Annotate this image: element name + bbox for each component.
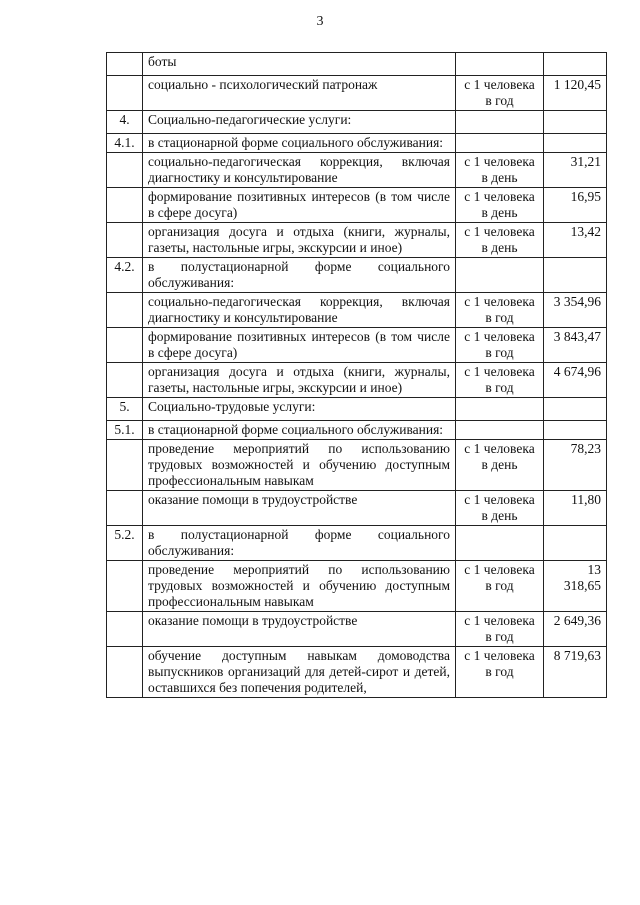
unit-cell: [456, 258, 544, 293]
price-cell: [544, 111, 607, 134]
unit-cell: с 1 человека в день: [456, 440, 544, 491]
service-name: проведение мероприятий по использованию трудовых возможностей и обучению доступным профессиональным навыкам: [143, 440, 456, 491]
row-number: [107, 293, 143, 328]
unit-cell: с 1 человека в год: [456, 76, 544, 111]
page-number: 3: [316, 14, 324, 29]
price-cell: 16,95: [544, 188, 607, 223]
service-name: социально - психологический патронаж: [143, 76, 456, 111]
row-number: 5.2.: [107, 526, 143, 561]
service-name: организация досуга и отдыха (книги, журналы, газеты, настольные игры, экскурсии и иное): [143, 223, 456, 258]
service-name: в полустационарной форме социального обслуживания:: [143, 526, 456, 561]
table-row: [107, 421, 607, 440]
unit-cell: [456, 398, 544, 421]
table-row: [107, 53, 607, 76]
table-row: [107, 188, 607, 223]
price-cell: 11,80: [544, 491, 607, 526]
price-cell: 3 843,47: [544, 328, 607, 363]
row-number: [107, 153, 143, 188]
service-name: обучение доступным навыкам домоводства выпускников организаций для детей-сирот и детей, оставшихся без попечения родителей,: [143, 647, 456, 698]
price-cell: 1 120,45: [544, 76, 607, 111]
price-cell: 31,21: [544, 153, 607, 188]
unit-cell: [456, 526, 544, 561]
service-name: оказание помощи в трудоустройстве: [143, 491, 456, 526]
price-cell: [544, 398, 607, 421]
unit-cell: [456, 134, 544, 153]
unit-cell: с 1 человека в день: [456, 188, 544, 223]
price-cell: 4 674,96: [544, 363, 607, 398]
price-cell: [544, 134, 607, 153]
service-name: Социально-педагогические услуги:: [143, 111, 456, 134]
table-row: [107, 111, 607, 134]
service-name: в стационарной форме социального обслуживания:: [143, 134, 456, 153]
service-name: социально-педагогическая коррекция, включая диагностику и консультирование: [143, 153, 456, 188]
row-number: [107, 491, 143, 526]
tariff-table-body: [107, 53, 607, 698]
service-name: проведение мероприятий по использованию трудовых возможностей и обучению доступным профессиональным навыкам: [143, 561, 456, 612]
table-row: [107, 526, 607, 561]
table-row: [107, 398, 607, 421]
table-row: [107, 561, 607, 612]
price-cell: 78,23: [544, 440, 607, 491]
table-row: [107, 612, 607, 647]
row-number: [107, 647, 143, 698]
table-row: [107, 293, 607, 328]
price-cell: 13,42: [544, 223, 607, 258]
unit-cell: с 1 человека в день: [456, 223, 544, 258]
unit-cell: с 1 человека в год: [456, 647, 544, 698]
row-number: 5.: [107, 398, 143, 421]
row-number: [107, 363, 143, 398]
service-name: формирование позитивных интересов (в том числе в сфере досуга): [143, 188, 456, 223]
service-name: формирование позитивных интересов (в том числе в сфере досуга): [143, 328, 456, 363]
table-row: [107, 328, 607, 363]
table-row: [107, 76, 607, 111]
unit-cell: [456, 53, 544, 76]
row-number: [107, 53, 143, 76]
tariff-table: [106, 52, 607, 698]
price-cell: [544, 421, 607, 440]
unit-cell: с 1 человека в день: [456, 491, 544, 526]
row-number: [107, 188, 143, 223]
unit-cell: [456, 111, 544, 134]
service-name: организация досуга и отдыха (книги, журналы, газеты, настольные игры, экскурсии и иное): [143, 363, 456, 398]
row-number: [107, 328, 143, 363]
price-cell: [544, 258, 607, 293]
unit-cell: с 1 человека в год: [456, 561, 544, 612]
service-name: социально-педагогическая коррекция, включая диагностику и консультирование: [143, 293, 456, 328]
service-name: оказание помощи в трудоустройстве: [143, 612, 456, 647]
price-cell: [544, 53, 607, 76]
price-cell: [544, 526, 607, 561]
row-number: 4.: [107, 111, 143, 134]
service-name: Социально-трудовые услуги:: [143, 398, 456, 421]
table-row: [107, 153, 607, 188]
row-number: [107, 76, 143, 111]
unit-cell: с 1 человека в год: [456, 612, 544, 647]
unit-cell: с 1 человека в год: [456, 328, 544, 363]
price-cell: 2 649,36: [544, 612, 607, 647]
service-name: в полустационарной форме социального обслуживания:: [143, 258, 456, 293]
table-row: [107, 134, 607, 153]
unit-cell: с 1 человека в день: [456, 153, 544, 188]
table-row: [107, 440, 607, 491]
price-cell: 13 318,65: [544, 561, 607, 612]
unit-cell: с 1 человека в год: [456, 363, 544, 398]
table-row: [107, 647, 607, 698]
row-number: [107, 612, 143, 647]
row-number: [107, 223, 143, 258]
service-name: боты: [143, 53, 456, 76]
table-row: [107, 258, 607, 293]
unit-cell: [456, 421, 544, 440]
unit-cell: с 1 человека в год: [456, 293, 544, 328]
price-cell: 8 719,63: [544, 647, 607, 698]
row-number: 5.1.: [107, 421, 143, 440]
row-number: [107, 561, 143, 612]
table-row: [107, 363, 607, 398]
row-number: 4.1.: [107, 134, 143, 153]
row-number: 4.2.: [107, 258, 143, 293]
row-number: [107, 440, 143, 491]
price-cell: 3 354,96: [544, 293, 607, 328]
table-row: [107, 491, 607, 526]
service-name: в стационарной форме социального обслуживания:: [143, 421, 456, 440]
table-row: [107, 223, 607, 258]
